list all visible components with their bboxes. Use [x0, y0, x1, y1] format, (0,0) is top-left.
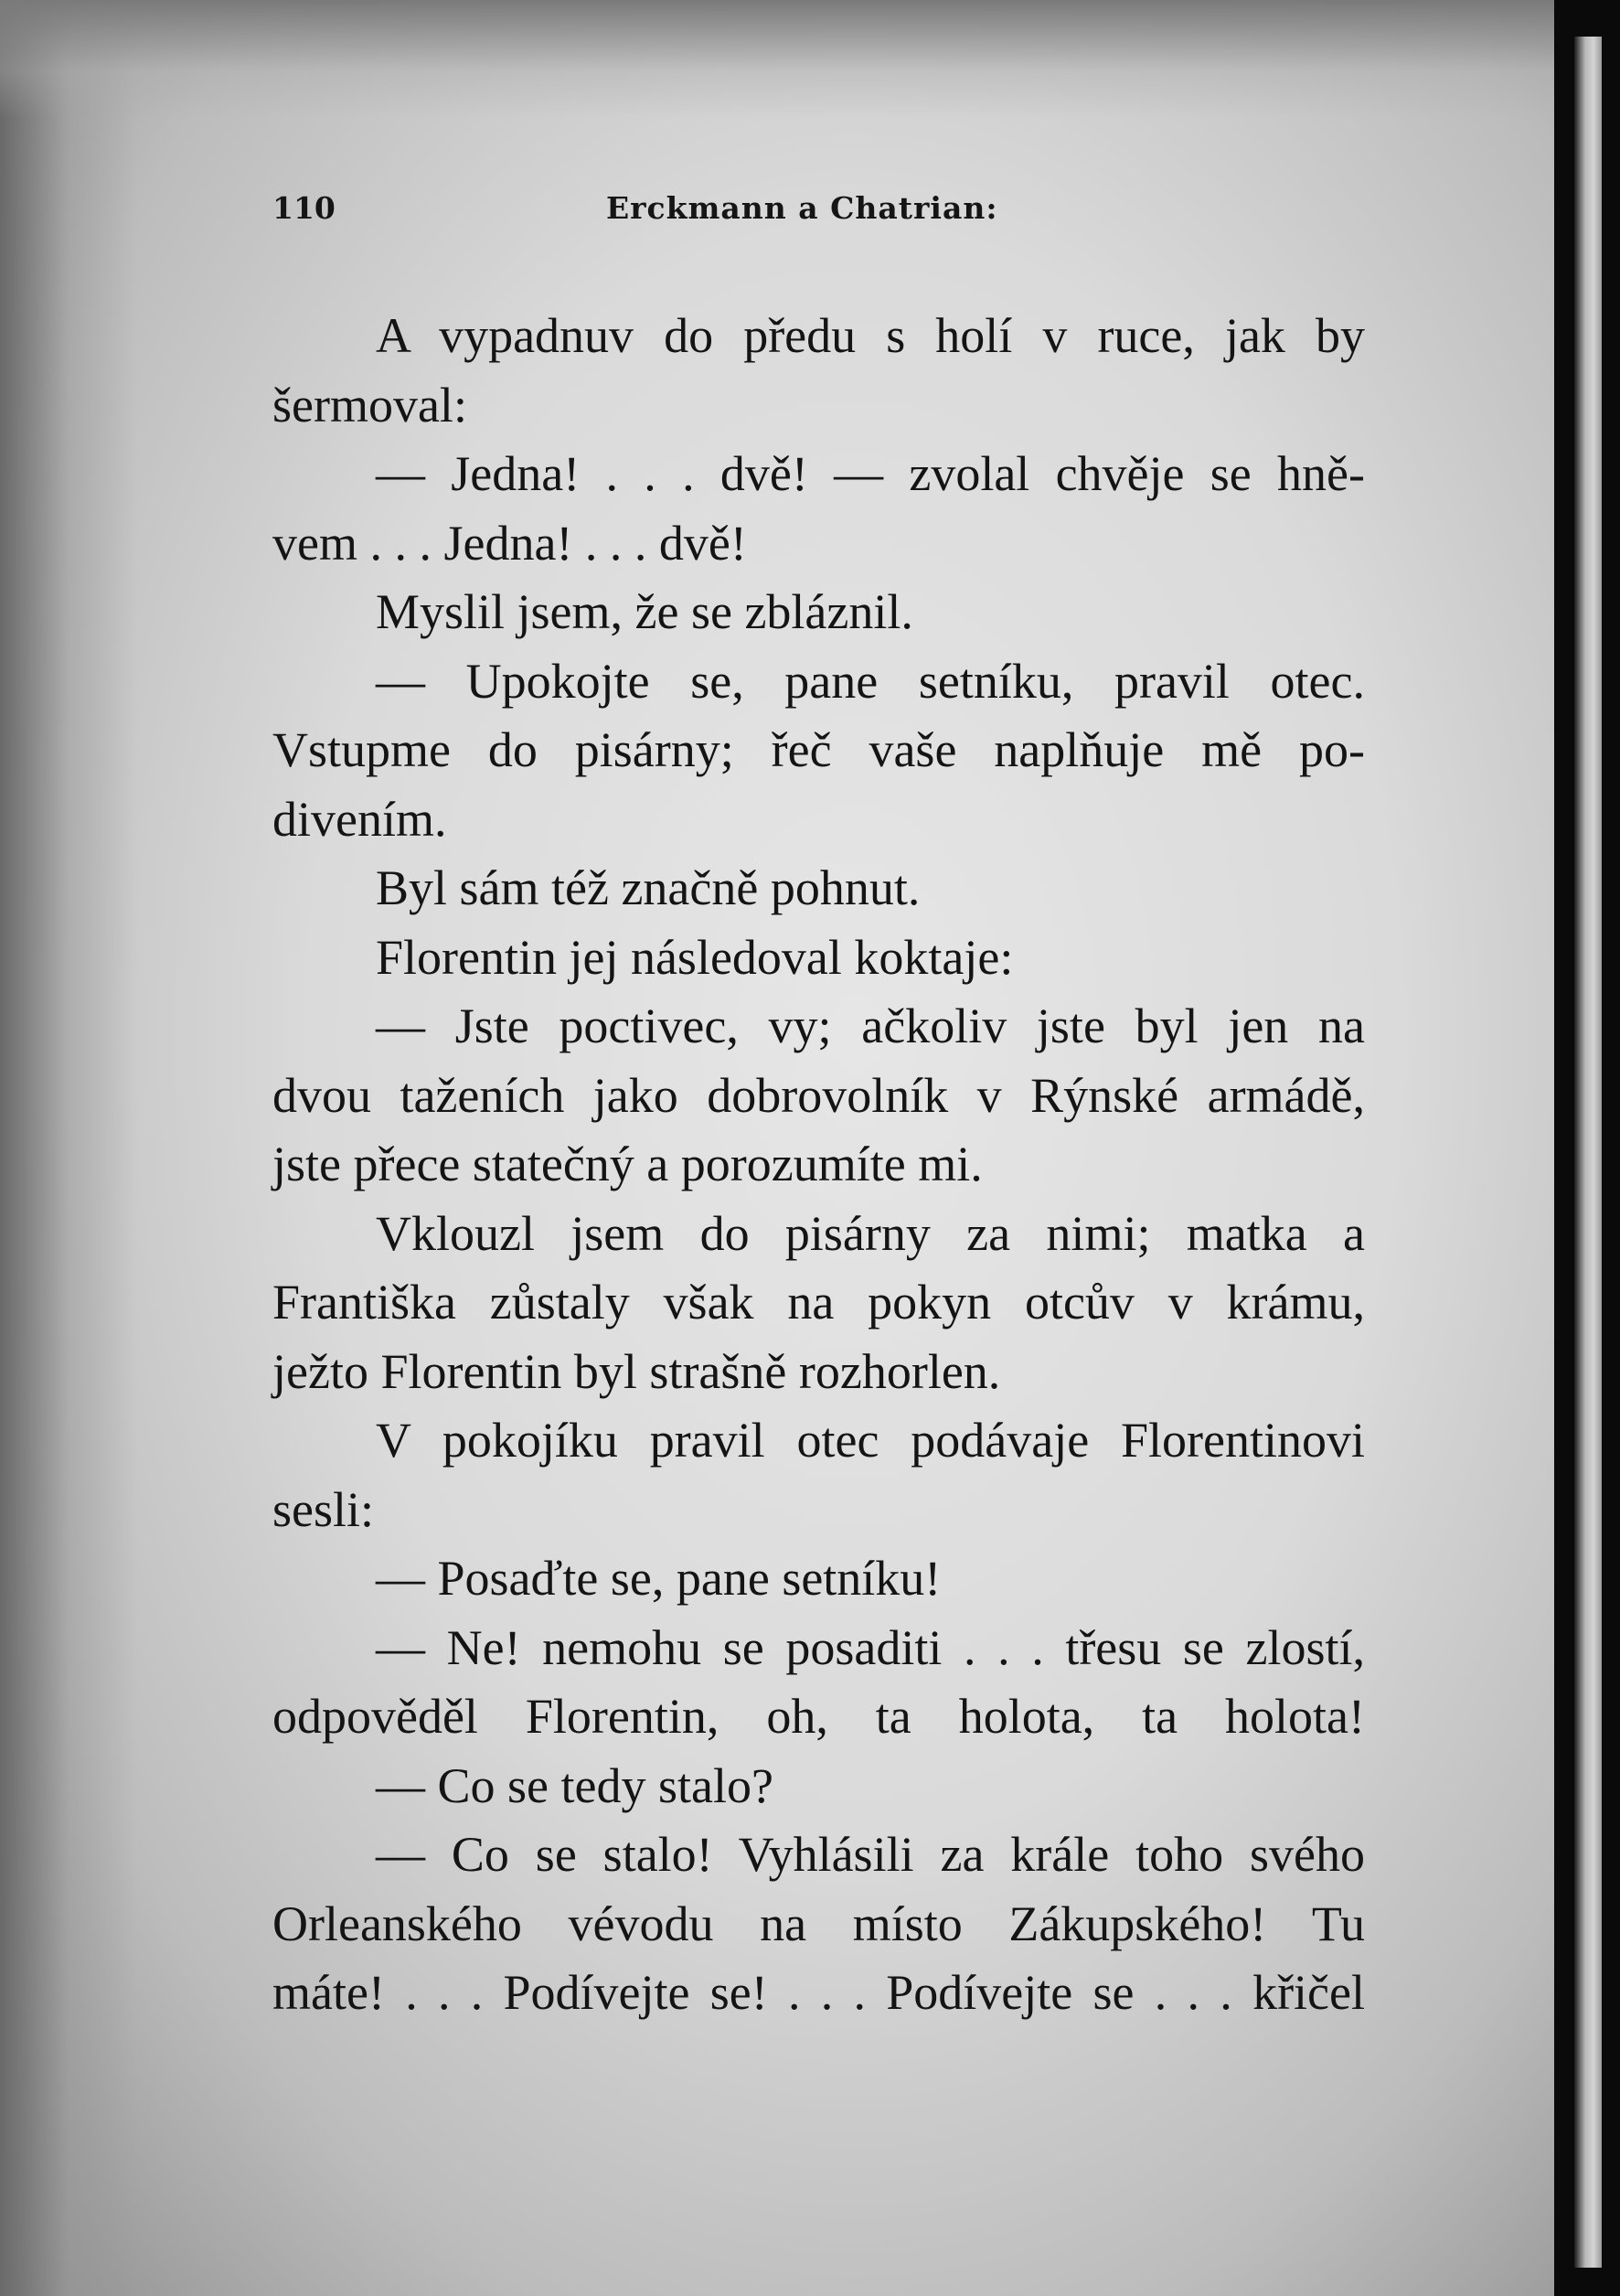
text-line: odpověděl Florentin, oh, ta holota, ta holota! [272, 1689, 1365, 1744]
text-line: Byl sám též značně pohnut. [376, 860, 921, 915]
text-line: dvou taženích jako dobrovolník v Rýnské armádě, [272, 1067, 1365, 1123]
text-line: máte! . . . Podívejte se! . . . Podívejte se . . . křičel [272, 1965, 1365, 2020]
text-line: — Co se tedy stalo? [376, 1757, 773, 1813]
text-line: vem . . . Jedna! . . . dvě! [272, 515, 747, 571]
text-line: A vypadnuv do předu s holí v ruce, jak by [376, 308, 1365, 363]
text-line: — Posaďte se, pane setníku! [376, 1551, 942, 1606]
text-line: V pokojíku pravil otec podávaje Florentinovi [376, 1413, 1365, 1468]
next-page-edge [1574, 37, 1602, 2268]
text-line: — Ne! nemohu se posaditi . . . třesu se zlostí, [376, 1619, 1365, 1675]
text-line: — Jedna! . . . dvě! — zvolal chvěje se hně- [376, 446, 1365, 501]
text-line: Františka zůstaly však na pokyn otcův v krámu, [272, 1275, 1365, 1330]
text-line: Vklouzl jsem do pisárny za nimi; matka a [376, 1205, 1365, 1261]
text-line: divením. [272, 791, 447, 847]
text-line: — Co se stalo! Vyhlásili za krále toho svého [376, 1827, 1365, 1882]
text-line: jste přece statečný a porozumíte mi. [272, 1137, 983, 1191]
page-header [272, 190, 1360, 236]
running-title: Erckmann a Chatrian: [606, 190, 998, 226]
text-line: Florentin jej následoval koktaje: [376, 929, 1014, 985]
text-line: šermoval: [272, 377, 467, 433]
page-number: 110 [272, 190, 336, 226]
body-text [272, 302, 1365, 2028]
text-line: Myslil jsem, že se zbláznil. [376, 584, 913, 639]
text-line: — Upokojte se, pane setníku, pravil otec. [376, 653, 1365, 709]
text-line: Vstupme do pisárny; řeč vaše naplňuje mě po- [272, 722, 1365, 777]
text-line: ježto Florentin byl strašně rozhorlen. [272, 1343, 1001, 1399]
text-line: — Jste poctivec, vy; ačkoliv jste byl jen na [376, 998, 1365, 1053]
text-line: Orleanského vévodu na místo Zákupského! Tu [272, 1896, 1365, 1951]
text-line: sesli: [272, 1481, 375, 1537]
